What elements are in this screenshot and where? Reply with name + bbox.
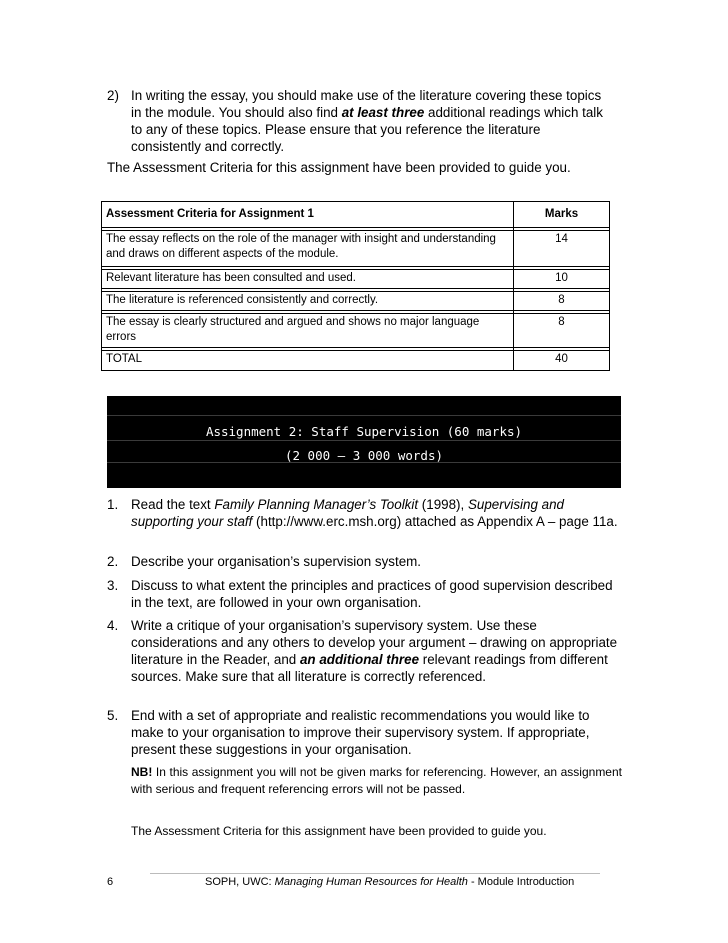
nb-note [131,764,622,798]
table-row [102,314,610,348]
item-number: 5. [107,708,119,723]
marks-cell: 8 [514,314,610,348]
item-number: 4. [107,618,119,633]
table-row [102,231,610,267]
assignment-2-banner [107,396,621,488]
page-number: 6 [107,876,114,888]
task-item-5: 5. End with a set of appropriate and realistic recommendations you would like to make to your organisation to improve their supervisory system. If appropriate, present these suggestions in your organisation. [107,708,590,757]
criterion-cell: The essay reflects on the role of the manager with insight and understanding and draws on different aspects of the module. [102,231,514,267]
banner-subtitle: (2 000 – 3 000 words) [284,448,444,463]
item-number: 1. [107,497,119,512]
item-number: 2. [107,554,119,569]
marks-header: Marks [514,202,610,228]
banner-divider [107,440,621,441]
footer-rule [150,873,600,874]
task-item-1: 1. Read the text Family Planning Manager’s Toolkit (1998), Supervising and supporting your staff (http://www.erc.msh.org) attached as Appendix A – page 11a. [107,497,618,529]
assessment-criteria-table [101,201,610,371]
item-text: In writing the essay, you should make use of the literature covering these topics in the module. You should also find at least three additional readings which talk to any of these topics. Please ensure that you reference the literature consistently and correctly. [131,88,603,154]
table-total-row [102,351,610,371]
module-title: Managing Human Resources for Health [274,876,468,888]
assessment-guide-sentence: The Assessment Criteria for this assignment have been provided to guide you. [107,160,571,175]
source-chapter: Supervising and supporting your staff [131,497,564,529]
essay-instruction-item [107,87,607,155]
banner-divider [107,415,621,416]
table-row [102,292,610,311]
criterion-cell: The essay is clearly structured and argued and shows no major language errors [102,314,514,348]
marks-cell: 8 [514,292,610,311]
item-number: 3. [107,578,119,593]
marks-cell: 14 [514,231,610,267]
total-label: TOTAL [102,351,514,371]
nb-text: In this assignment you will not be given marks for referencing. However, an assignment with serious and frequent referencing errors will not be passed. [131,765,622,796]
nb-label: NB! [131,765,153,779]
footer-text: SOPH, UWC: Managing Human Resources for Health - Module Introduction [205,876,575,888]
table-header-row [102,202,610,228]
emphasis-text: at least three [341,105,425,120]
source-title: Family Planning Manager’s Toolkit [214,497,419,512]
criterion-cell: The literature is referenced consistently and correctly. [102,292,514,311]
criterion-cell: Relevant literature has been consulted and used. [102,270,514,289]
task-item-2: 2. Describe your organisation’s supervision system. [107,554,422,569]
banner-title: Assignment 2: Staff Supervision (60 marks) [205,424,523,439]
task-item-4: 4. Write a critique of your organisation’s supervisory system. Use these considerations and any others to develop your argument – drawing on appropriate literature in the Reader, and an additional three relevant readings from different sources. Make sure that all literature is correctly referenced. [107,618,618,684]
total-marks: 40 [514,351,610,371]
assessment-guide-sentence-2: The Assessment Criteria for this assignment have been provided to guide you. [131,824,547,838]
item-number: 2) [107,88,119,103]
table-row [102,270,610,289]
marks-cell: 10 [514,270,610,289]
criteria-header: Assessment Criteria for Assignment 1 [102,202,514,228]
task-item-3: 3. Discuss to what extent the principles and practices of good supervision described in the text, are followed in your own organisation. [107,578,613,610]
emphasis-text: an additional three [299,652,420,667]
